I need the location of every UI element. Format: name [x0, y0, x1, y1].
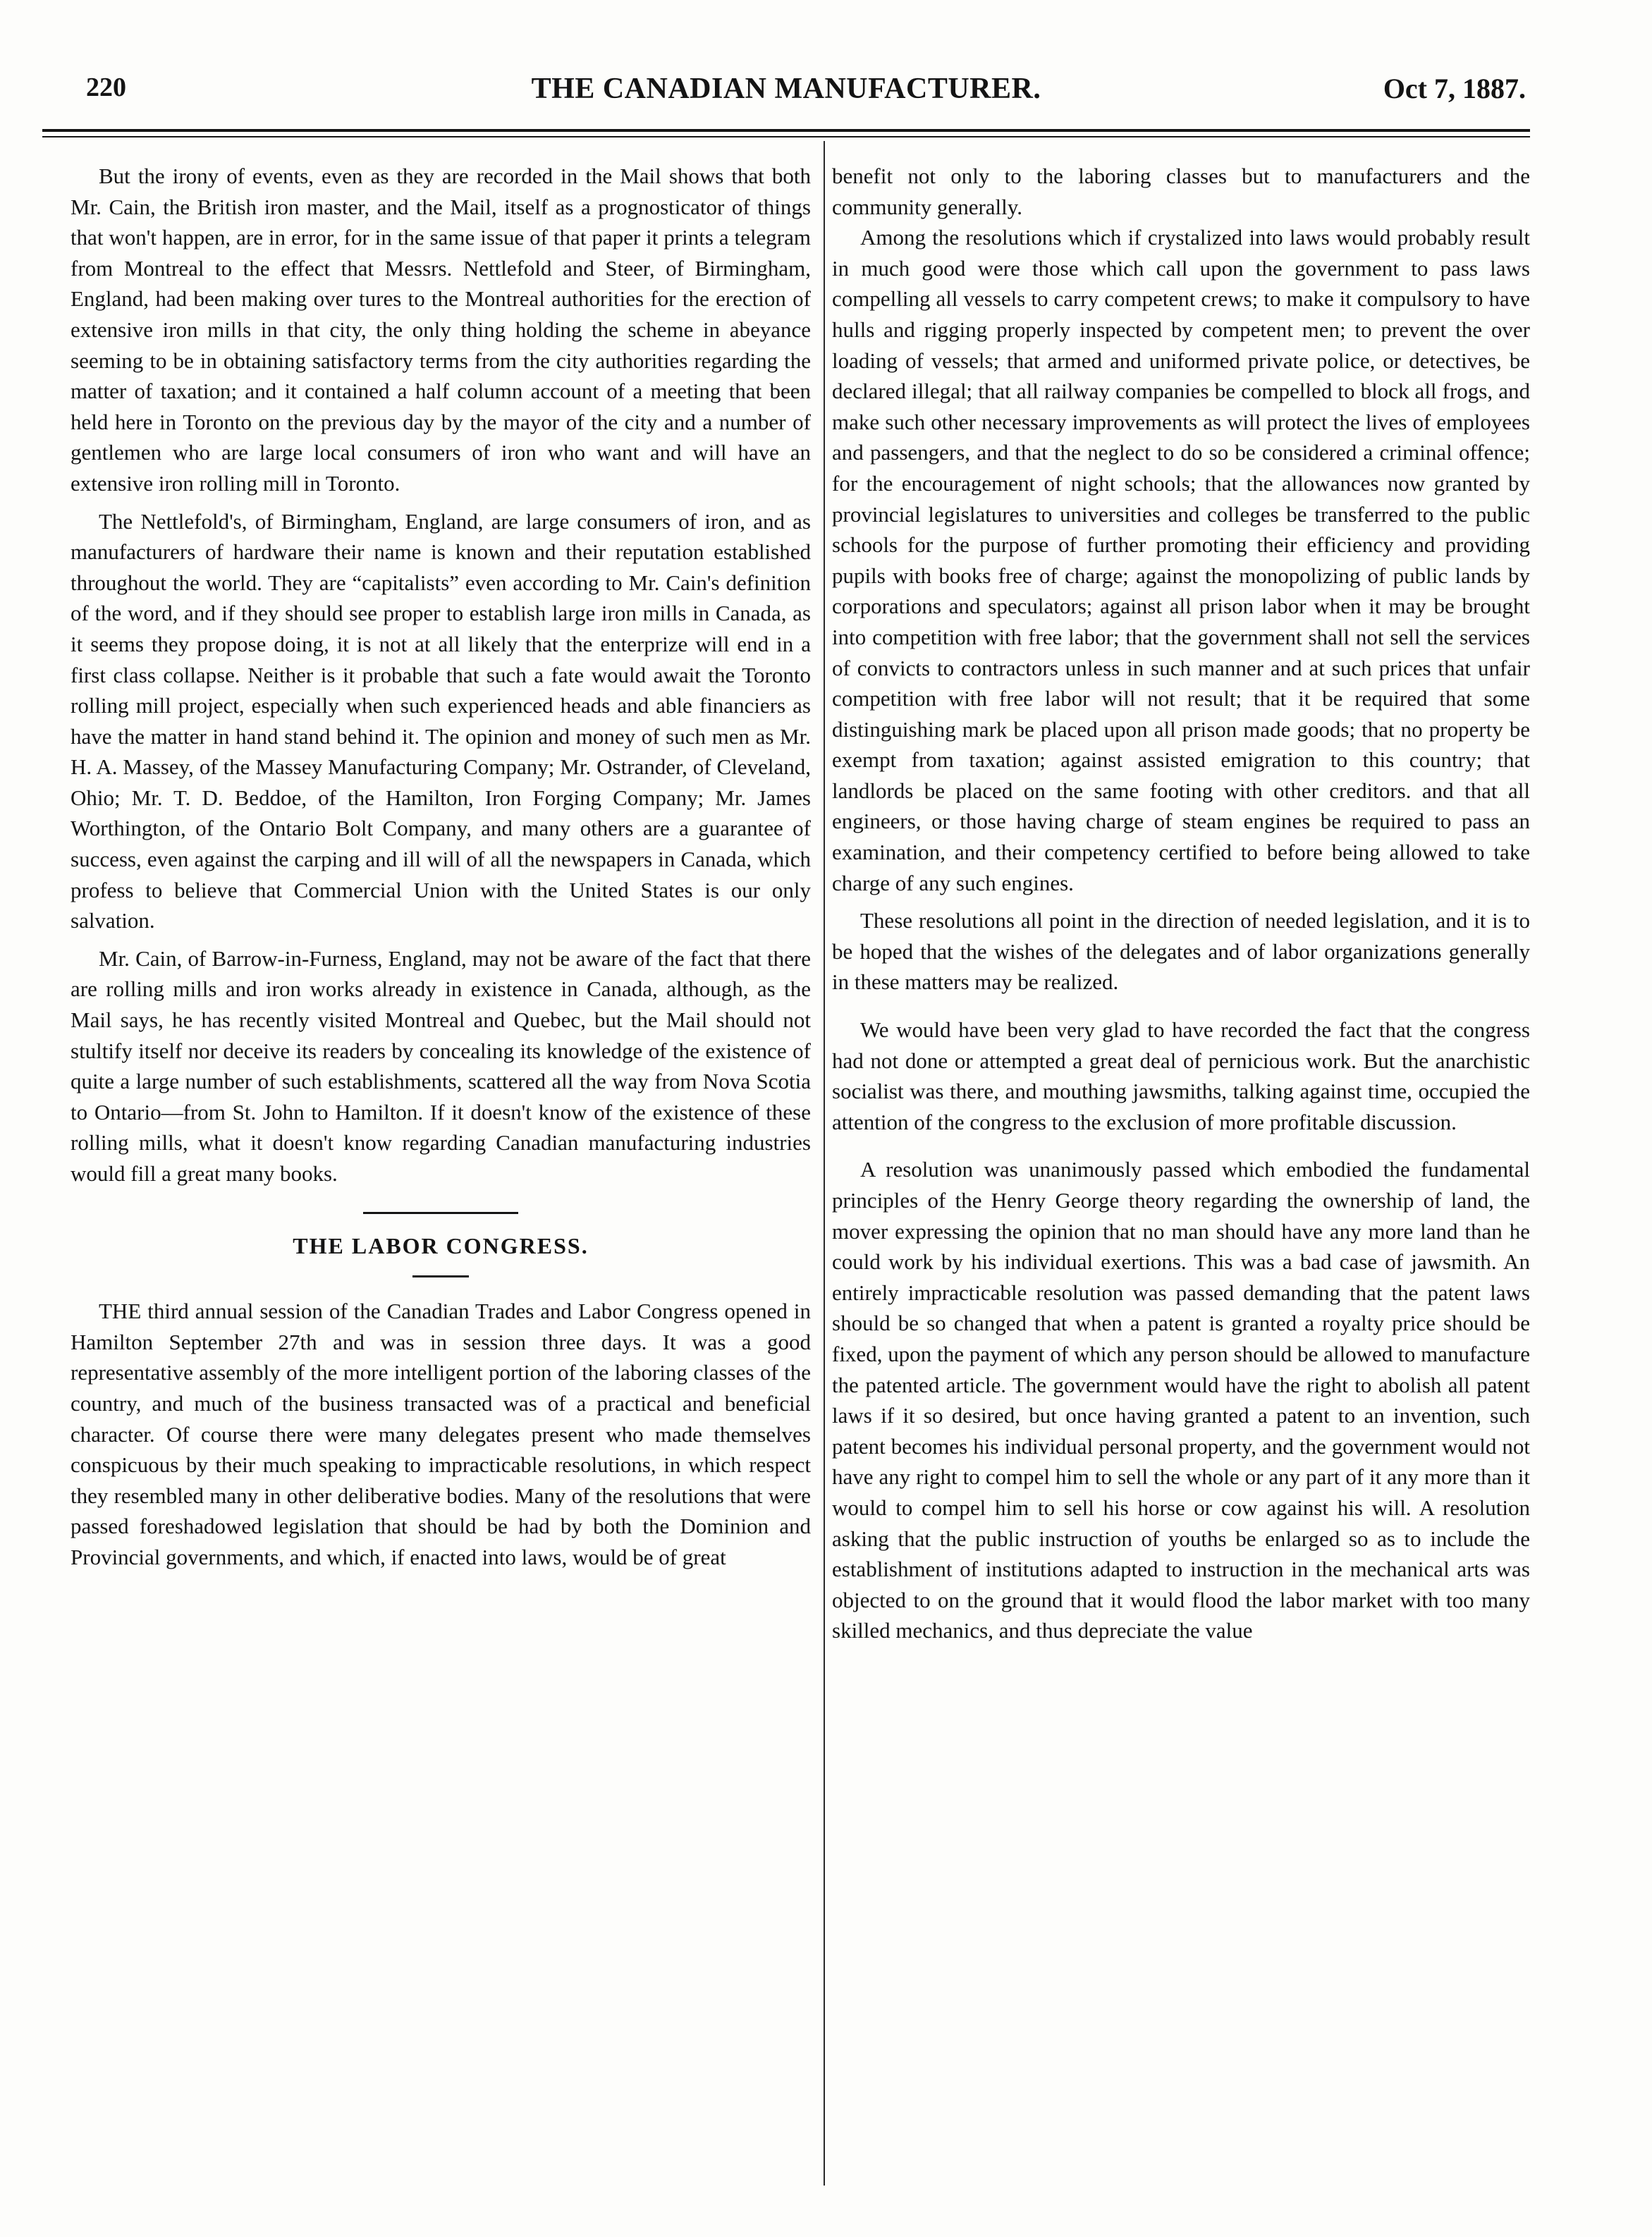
page-header — [42, 72, 1530, 121]
article-paragraph: Among the resolutions which if crystalized into laws would probably result in much good were those which call upon the government to pass laws compelling all vessels to carry competent crews; to make it compulsory to have hulls and rigging properly inspected by competent men; to prevent the over loading of vessels; that armed and uniformed private police, or detectives, be declared illegal; that all railway companies be compelled to block all frogs, and make such other necessary improvements as will protect the lives of employees and passengers, and that the neglect to do so be considered a criminal offence; for the encouragement of night schools; that the allowances now granted by provincial legislatures to universities and colleges be transferred to the public schools for the purpose of further promoting their efficiency and providing pupils with books free of charge; against the monopolizing of public lands by corporations and speculators; against all prison labor when it may be brought into competition with free labor; that the government shall not sell the services of convicts to contractors unless in such manner and at such prices that unfair competition with free labor will not result; that it be required that some distinguishing mark be placed upon all prison made goods; that no property be exempt from taxation; against assisted emigration to this country; that landlords be placed on the same footing with other creditors. and that all engineers, or those having charge of steam engines be required to pass an examination, and their competency certified to before being allowed to take charge of any such engines. — [832, 225, 1530, 895]
left-column — [71, 161, 811, 1573]
right-column — [832, 161, 1530, 1646]
column-divider — [824, 141, 825, 2186]
article-paragraph: A resolution was unanimously passed which embodied the fundamental principles of the Henry George theory regarding the ownership of land, the mover expressing the opinion that no man should have any more land than he could work by his individual exertions. This was a bad case of jawsmith. An entirely impracticable resolution was passed demanding that the patent laws should be so changed that when a patent is granted a royalty price should be fixed, upon the payment of which any person should be allowed to manufacture the patented article. The government would have the right to abolish all patent laws if it so desired, but once having granted a patent to an invention, such patent becomes his individual personal property, and the government would not have any right to compel him to sell the whole or any part of it any more than it would to compel him to sell his horse or cow against his will. A resolution asking that the public instruction of youths be enlarged so as to include the establishment of institutions adapted to instruction in the mechanical arts was objected to on the ground that it would flood the labor market with too many skilled mechanics, and thus depreciate the value — [832, 1157, 1530, 1643]
section-separator — [363, 1212, 518, 1214]
article-paragraph: benefit not only to the laboring classes but to manufacturers and the community generally. — [832, 164, 1530, 219]
header-rule-thin — [42, 136, 1530, 137]
issue-date: Oct 7, 1887. — [1383, 73, 1526, 104]
journal-title: THE CANADIAN MANUFACTURER. — [531, 73, 1041, 105]
article-paragraph: We would have been very glad to have recorded the fact that the congress had not done or attempted a great deal of pernicious work. But the anarchistic socialist was there, and mouthing jawsmiths, talking against time, occupied the attention of the congress to the exclusion of more profitable discussion. — [832, 1017, 1530, 1134]
header-rule — [42, 129, 1530, 132]
page-number: 220 — [86, 73, 126, 102]
heading-underline — [412, 1275, 469, 1277]
article-paragraph: But the irony of events, even as they are recorded in the Mail shows that both Mr. Cain, the British iron master, and the Mail, itself as a prognosticator of things that won't happen, are in error, for in the same issue of that paper it prints a telegram from Montreal to the effect that Messrs. Nettlefold and Steer, of Birmingham, England, had been making over tures to the Montreal authorities for the erection of extensive iron mills in that city, the only thing holding the scheme in abeyance seeming to be in obtaining satisfactory terms from the city authorities regarding the matter of taxation; and it contained a half column account of a meeting that been held here in Toronto on the previous day by the mayor of the city and a number of gentlemen who are large local consumers of iron who want and will have an extensive iron rolling mill in Toronto. — [71, 164, 811, 496]
article-paragraph: Mr. Cain, of Barrow-in-Furness, England, may not be aware of the fact that there are rolling mills and iron works already in existence in Canada, although, as the Mail says, he has recently visited Montreal and Quebec, but the Mail should not stultify itself nor deceive its readers by concealing its knowledge of the existence of quite a large number of such establishments, scattered all the way from Nova Scotia to Ontario—from St. John to Hamilton. If it doesn't know of the existence of these rolling mills, what it doesn't know regarding Canadian manufacturing industries would fill a great many books. — [71, 945, 811, 1186]
article-paragraph: THE third annual session of the Canadian Trades and Labor Congress opened in Hamilton September 27th and was in session three days. It was a good representative assembly of the more intelligent portion of the laboring classes of the country, and much of the business transacted was of a practical and beneficial character. Of course there were many delegates present who made themselves conspicuous by their much speaking to impracticable resolutions, in which respect they resembled many in other deliberative bodies. Many of the resolutions that were passed foreshadowed legislation that should be had by both the Dominion and Provincial governments, and which, if enacted into laws, would be of great — [71, 1299, 811, 1569]
section-heading: THE LABOR CONGRESS. — [293, 1232, 589, 1258]
article-paragraph: These resolutions all point in the direction of needed legislation, and it is to be hoped that the wishes of the delegates and of labor organizations generally in these matters may be realized. — [832, 908, 1530, 995]
article-paragraph: The Nettlefold's, of Birmingham, England, are large consumers of iron, and as manufacturers of hardware their name is known and their reputation established throughout the world. They are “capitalists” even according to Mr. Cain's definition of the word, and if they should see proper to establish large iron mills in Canada, as it seems they propose doing, it is not at all likely that the enterprize will end in a first class collapse. Neither is it probable that such a fate would await the Toronto rolling mill project, especially when such experienced heads and able financiers as have the matter in hand stand behind it. The opinion and money of such men as Mr. H. A. Massey, of the Massey Manufacturing Company; Mr. Ostrander, of Cleveland, Ohio; Mr. T. D. Beddoe, of the Hamilton, Iron Forging Company; Mr. James Worthington, of the Ontario Bolt Company, and many others are a guarantee of success, even against the carping and ill will of all the newspapers in Canada, which profess to believe that Commercial Union with the United States is our only salvation. — [71, 508, 811, 933]
